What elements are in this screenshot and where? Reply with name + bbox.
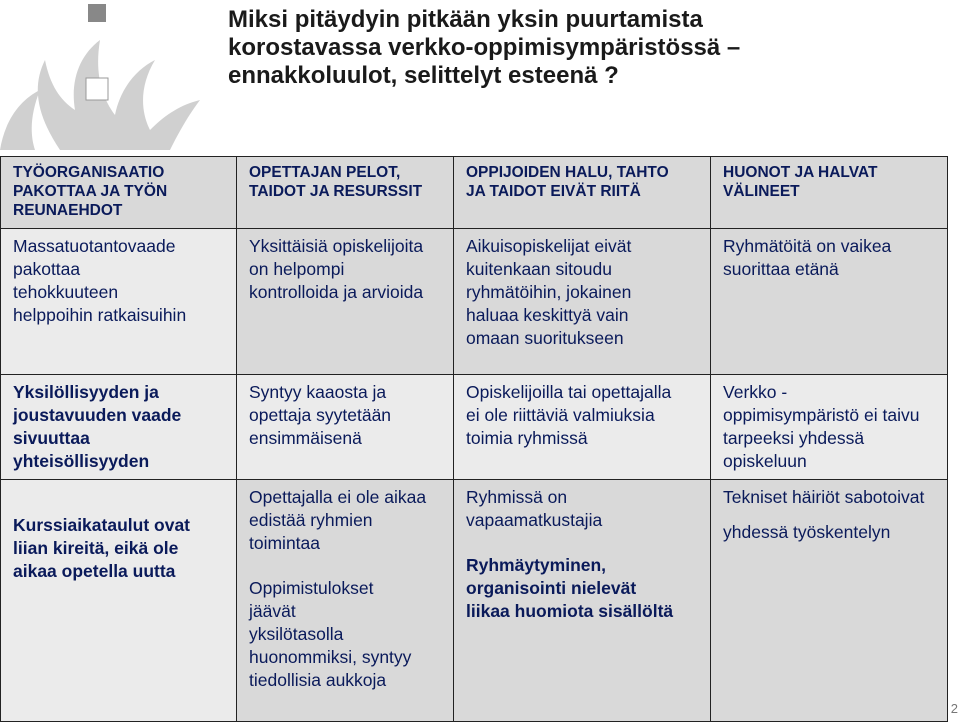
table-cell [711,480,948,722]
cell-text: kontrolloida ja arvioida [249,282,424,302]
cell-text: tehokkuuteen [13,282,119,302]
cell-text: Syntyy kaaosta ja [249,382,387,402]
cell-text: opettaja syytetään [249,405,392,425]
table-cell [711,375,948,480]
cell-text: yksilötasolla [249,624,344,644]
cell-text: oppimisympäristö ei taivu [723,405,920,425]
cell-text: Ryhmäytyminen, [466,555,607,575]
cell-text: Ryhmissä on [466,487,568,507]
cell-text: PAKOTTAA JA TYÖN [13,183,168,200]
cell-text: Opiskelijoilla tai opettajalla [466,382,672,402]
header-cell-learner-will [454,157,711,229]
cell-text: liian kireitä, eikä ole [13,538,179,558]
cell-text: Oppimistulokset [249,578,374,598]
title-line: korostavassa verkko-oppimisympäristössä – [228,34,741,61]
cell-text: REUNAEHDOT [13,202,123,219]
cell-text: toimia ryhmissä [466,428,588,448]
cell-text: Ryhmätöitä on vaikea [723,236,892,256]
cell-text: aikaa opetella uutta [13,561,176,581]
obstacles-table [0,156,948,722]
cell-text: TYÖORGANISAATIO [13,164,165,181]
header-cell-work-organisation [1,157,237,229]
cell-text: Yksilöllisyyden ja [13,382,159,402]
table-cell [1,229,237,375]
table-row [1,480,948,722]
cell-text: OPETTAJAN PELOT, [249,164,401,181]
cell-text: yhteisöllisyyden [13,451,150,471]
cell-text: ei ole riittäviä valmiuksia [466,405,655,425]
cell-text: VÄLINEET [723,183,800,200]
cell-text: haluaa keskittyä vain [466,305,629,325]
cell-text: on helpompi [249,259,345,279]
cell-text: OPPIJOIDEN HALU, TAHTO [466,164,669,181]
cell-text: Yksittäisiä opiskelijoita [249,236,424,256]
cell-text: opiskeluun [723,451,807,471]
slide-title [228,6,948,90]
table-cell [454,480,711,722]
table-cell [454,229,711,375]
cell-text: omaan suoritukseen [466,328,624,348]
cell-text: edistää ryhmien [249,510,373,530]
header-cell-teacher-fears [237,157,454,229]
cell-text: ryhmätöihin, jokainen [466,282,632,302]
cell-text: Aikuisopiskelijat eivät [466,236,632,256]
table-row [1,229,948,375]
logo-square-bottom [86,78,108,100]
cell-text: suorittaa etänä [723,259,839,279]
cell-text: sivuuttaa [13,428,90,448]
table-cell [1,480,237,722]
table-row [1,375,948,480]
cell-text: huonommiksi, syntyy [249,647,412,667]
page-number: 2 [950,701,958,716]
table-cell [237,375,454,480]
table-cell [711,229,948,375]
cell-text: vapaamatkustajia [466,510,603,530]
cell-text: tarpeeksi yhdessä [723,428,865,448]
cell-text: pakottaa [13,259,81,279]
cell-text: Opettajalla ei ole aikaa [249,487,427,507]
table-cell [1,375,237,480]
cell-text: tiedollisia aukkoja [249,670,387,690]
table-cell [237,480,454,722]
university-flame-logo [0,0,220,150]
cell-text: liikaa huomiota sisällöltä [466,601,674,621]
cell-text: HUONOT JA HALVAT [723,164,878,181]
cell-text: joustavuuden vaade [13,405,182,425]
cell-text: Verkko - [723,382,788,402]
cell-text: TAIDOT JA RESURSSIT [249,183,423,200]
table-cell [237,229,454,375]
cell-text: yhdessä työskentelyn [723,522,891,542]
logo-square-top [88,4,106,22]
cell-text: Tekniset häiriöt sabotoivat [723,487,925,507]
cell-text: helppoihin ratkaisuihin [13,305,187,325]
title-line: ennakkoluulot, selittelyt esteenä ? [228,62,619,89]
cell-text: Massatuotantovaade [13,236,176,256]
table-cell [454,375,711,480]
cell-text: ensimmäisenä [249,428,362,448]
cell-text: Kurssiaikataulut ovat [13,515,190,535]
table-header-row [1,157,948,229]
title-line: Miksi pitäydyin pitkään yksin puurtamista [228,6,703,33]
cell-text: organisointi nielevät [466,578,637,598]
header-cell-poor-tools [711,157,948,229]
cell-text: kuitenkaan sitoudu [466,259,612,279]
cell-text: JA TAIDOT EIVÄT RIITÄ [466,183,641,200]
cell-text: jäävät [249,601,296,621]
cell-text: toimintaa [249,533,321,553]
